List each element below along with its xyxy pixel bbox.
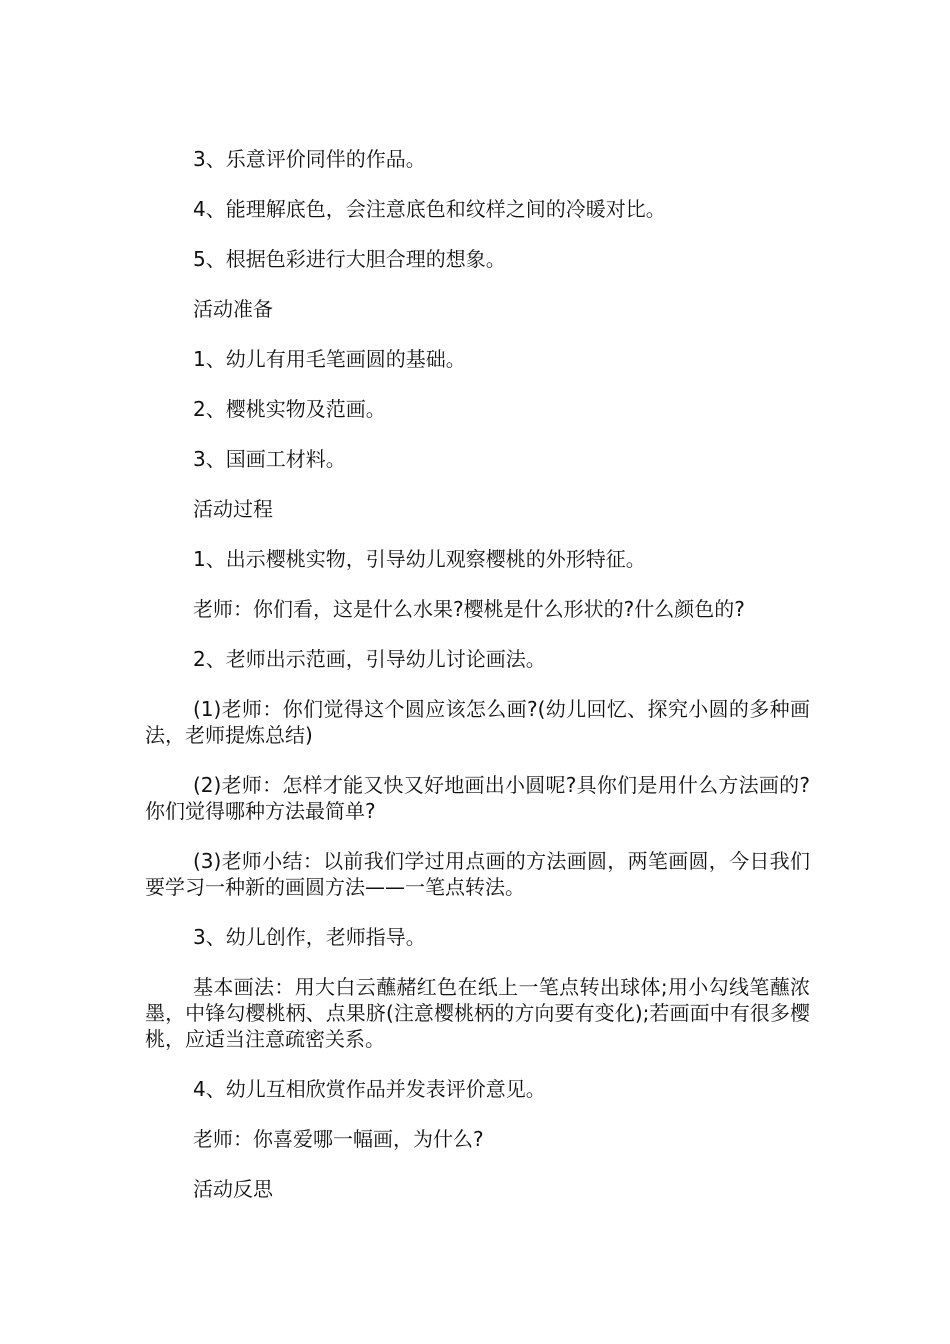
paragraph-teacher-question-2: 老师：你喜爱哪一幅画，为什么? bbox=[193, 1127, 484, 1151]
paragraph-basic-method: 基本画法：用大白云蘸赭红色在纸上一笔点转出球体;用小勾线笔蘸浓墨，中锋勾樱桃柄、点果脐(注意樱桃柄的方向要有变化);若画面中有很多樱桃，应适当注意疏密关系。 bbox=[145, 975, 810, 1051]
section-heading-process: 活动过程 bbox=[193, 497, 273, 521]
paragraph-discussion-1: (1)老师：你们觉得这个圆应该怎么画?(幼儿回忆、探究小圆的多种画法，老师提炼总结) bbox=[145, 697, 810, 747]
paragraph-goal-4: 4、能理解底色，会注意底色和纹样之间的冷暖对比。 bbox=[193, 197, 666, 221]
paragraph-discussion-2: (2)老师：怎样才能又快又好地画出小圆呢?具你们是用什么方法画的?你们觉得哪种方法最简单? bbox=[145, 773, 810, 823]
paragraph-process-3: 3、幼儿创作，老师指导。 bbox=[193, 925, 426, 949]
paragraph-process-2: 2、老师出示范画，引导幼儿讨论画法。 bbox=[193, 647, 546, 671]
paragraph-prep-3: 3、国画工材料。 bbox=[193, 447, 346, 471]
paragraph-prep-2: 2、樱桃实物及范画。 bbox=[193, 397, 386, 421]
paragraph-goal-3: 3、乐意评价同伴的作品。 bbox=[193, 147, 426, 171]
paragraph-goal-5: 5、根据色彩进行大胆合理的想象。 bbox=[193, 247, 506, 271]
paragraph-process-1: 1、出示樱桃实物，引导幼儿观察樱桃的外形特征。 bbox=[193, 547, 646, 571]
paragraph-discussion-3: (3)老师小结：以前我们学过用点画的方法画圆，两笔画圆，今日我们要学习一种新的画圆方法——一笔点转法。 bbox=[145, 849, 810, 899]
paragraph-prep-1: 1、幼儿有用毛笔画圆的基础。 bbox=[193, 347, 466, 371]
paragraph-teacher-question-1: 老师：你们看，这是什么水果?樱桃是什么形状的?什么颜色的? bbox=[193, 597, 745, 621]
section-heading-reflection: 活动反思 bbox=[193, 1177, 273, 1201]
document-body bbox=[145, 146, 810, 1226]
section-heading-preparation: 活动准备 bbox=[193, 297, 273, 321]
paragraph-process-4: 4、幼儿互相欣赏作品并发表评价意见。 bbox=[193, 1077, 546, 1101]
